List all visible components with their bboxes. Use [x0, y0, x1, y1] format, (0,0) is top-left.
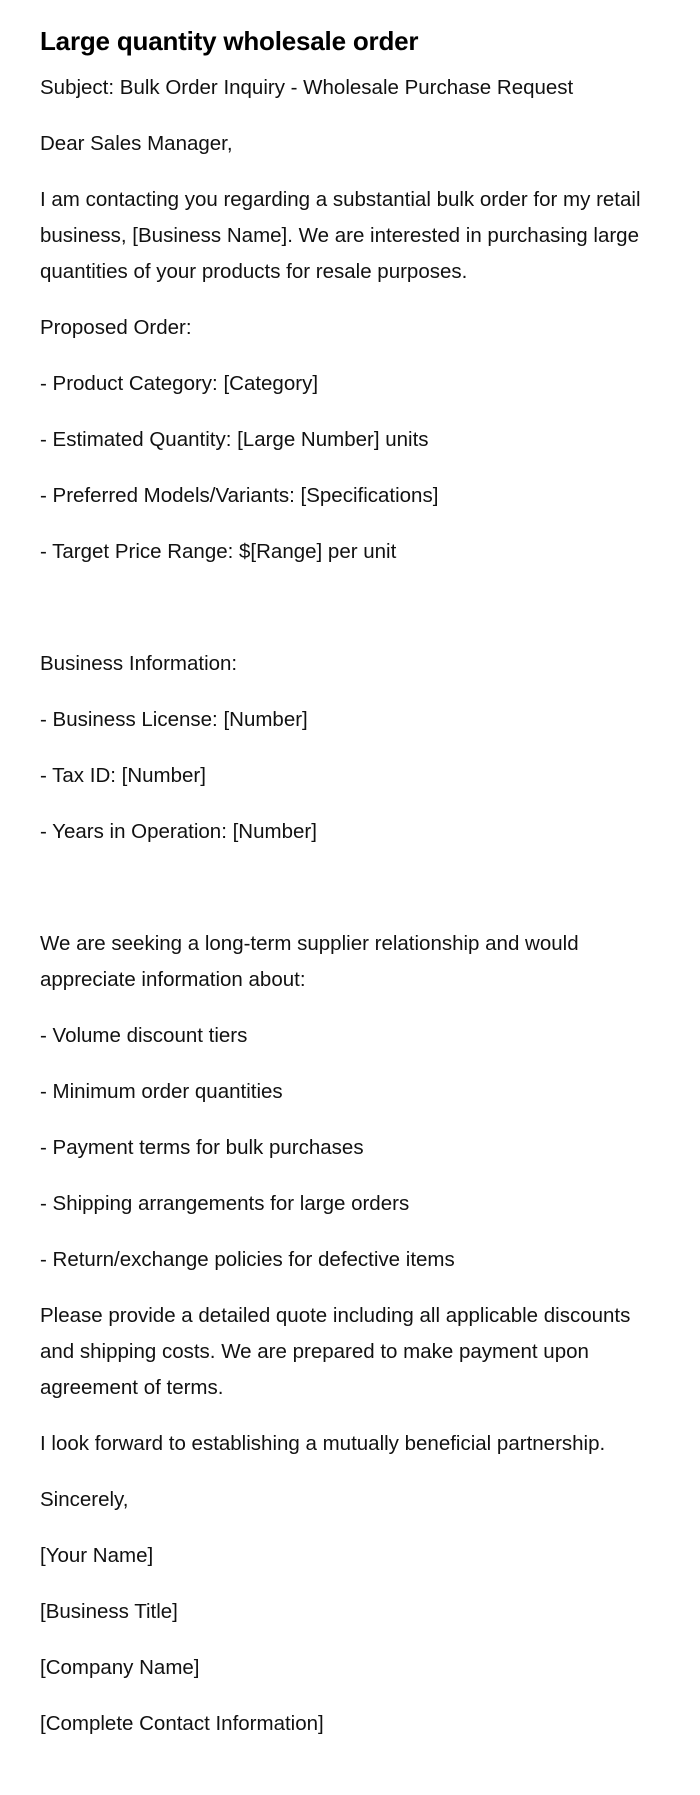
proposed-order-item: - Preferred Models/Variants: [Specifications] — [40, 484, 439, 507]
document-title: Large quantity wholesale order — [40, 26, 419, 56]
business-info-heading: Business Information: — [40, 652, 238, 675]
relationship-intro: We are seeking a long-term supplier relationship and would appreciate information about: — [40, 932, 579, 991]
subject-line: Subject: Bulk Order Inquiry - Wholesale Purchase Request — [40, 76, 574, 99]
relationship-item: - Volume discount tiers — [40, 1024, 248, 1047]
relationship-item: - Payment terms for bulk purchases — [40, 1136, 364, 1159]
proposed-order-item: - Target Price Range: $[Range] per unit — [40, 540, 397, 563]
quote-request-paragraph: Please provide a detailed quote including all applicable discounts and shipping costs. We are prepared to make payment upon agreement of terms. — [40, 1304, 631, 1399]
signoff: Sincerely, — [40, 1488, 129, 1511]
business-info-item: - Business License: [Number] — [40, 708, 308, 731]
signature-title: [Business Title] — [40, 1600, 178, 1623]
business-info-item: - Tax ID: [Number] — [40, 764, 206, 787]
proposed-order-item: - Product Category: [Category] — [40, 372, 319, 395]
signature-contact: [Complete Contact Information] — [40, 1712, 324, 1735]
relationship-item: - Minimum order quantities — [40, 1080, 283, 1103]
greeting: Dear Sales Manager, — [40, 132, 233, 155]
signature-name: [Your Name] — [40, 1544, 154, 1567]
business-info-item: - Years in Operation: [Number] — [40, 820, 317, 843]
closing-line: I look forward to establishing a mutually beneficial partnership. — [40, 1432, 606, 1455]
intro-paragraph: I am contacting you regarding a substantial bulk order for my retail business, [Business Name]. We are interested in purchasing large quantities of your products for resale purposes. — [40, 188, 641, 283]
signature-company: [Company Name] — [40, 1656, 200, 1679]
section-gap — [40, 590, 660, 646]
proposed-order-item: - Estimated Quantity: [Large Number] units — [40, 428, 429, 451]
proposed-order-heading: Proposed Order: — [40, 316, 192, 339]
relationship-item: - Shipping arrangements for large orders — [40, 1192, 410, 1215]
relationship-item: - Return/exchange policies for defective items — [40, 1248, 455, 1271]
section-gap — [40, 870, 660, 926]
